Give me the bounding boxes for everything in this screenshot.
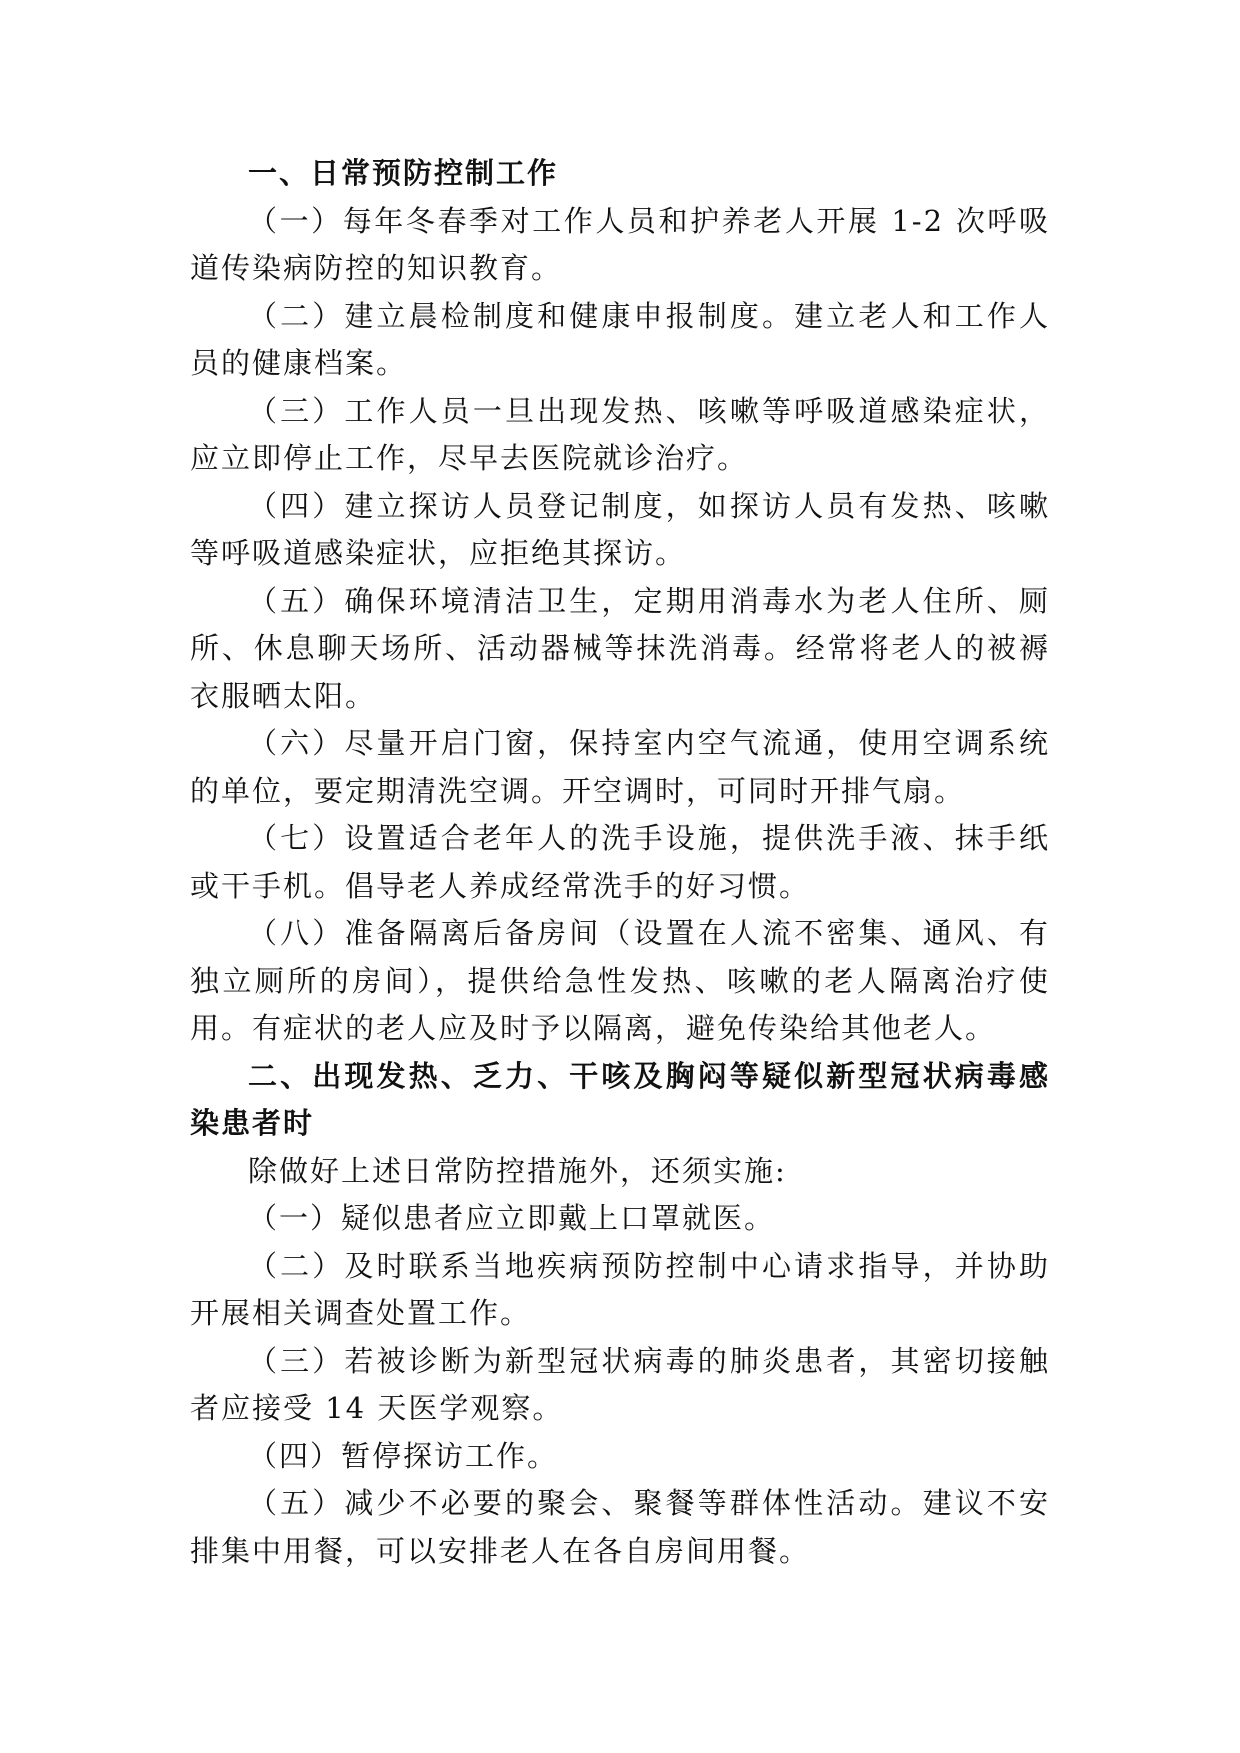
paragraph-2-3: （三）若被诊断为新型冠状病毒的肺炎患者，其密切接触者应接受 14 天医学观察。 [190, 1343, 1050, 1425]
paragraph-1-7: （七）设置适合老年人的洗手设施，提供洗手液、抹手纸或干手机。倡导老人养成经常洗手的好习惯。 [190, 821, 1050, 903]
paragraph-2-2: （二）及时联系当地疾病预防控制中心请求指导，并协助开展相关调查处置工作。 [190, 1248, 1050, 1330]
paragraph-1-2: （二）建立晨检制度和健康申报制度。建立老人和工作人员的健康档案。 [190, 298, 1050, 380]
paragraph-2-intro: 除做好上述日常防控措施外，还须实施: [248, 1153, 787, 1188]
paragraph-1-6: （六）尽量开启门窗，保持室内空气流通，使用空调系统的单位，要定期清洗空调。开空调时，可同时开排气扇。 [190, 726, 1050, 808]
paragraph-1-4: （四）建立探访人员登记制度，如探访人员有发热、咳嗽等呼吸道感染症状，应拒绝其探访。 [190, 488, 1050, 570]
section-heading-2: 二、出现发热、乏力、干咳及胸闷等疑似新型冠状病毒感染患者时 [190, 1058, 1050, 1140]
paragraph-2-5: （五）减少不必要的聚会、聚餐等群体性活动。建议不安排集中用餐，可以安排老人在各自房间用餐。 [190, 1486, 1050, 1568]
paragraph-1-8: （八）准备隔离后备房间（设置在人流不密集、通风、有独立厕所的房间），提供给急性发热、咳嗽的老人隔离治疗使用。有症状的老人应及时予以隔离，避免传染给其他老人。 [190, 916, 1050, 1045]
document-page [190, 150, 1050, 1575]
paragraph-1-3: （三）工作人员一旦出现发热、咳嗽等呼吸道感染症状，应立即停止工作，尽早去医院就诊治疗。 [190, 393, 1050, 475]
paragraph-2-4: （四）暂停探访工作。 [248, 1438, 559, 1473]
section-heading-1: 一、日常预防控制工作 [248, 156, 559, 190]
paragraph-1-5: （五）确保环境清洁卫生，定期用消毒水为老人住所、厕所、休息聊天场所、活动器械等抹洗消毒。经常将老人的被褥衣服晒太阳。 [190, 583, 1050, 713]
paragraph-1-1: （一）每年冬春季对工作人员和护养老人开展 1-2 次呼吸道传染病防控的知识教育。 [190, 203, 1050, 285]
paragraph-2-1: （一）疑似患者应立即戴上口罩就医。 [248, 1201, 776, 1235]
